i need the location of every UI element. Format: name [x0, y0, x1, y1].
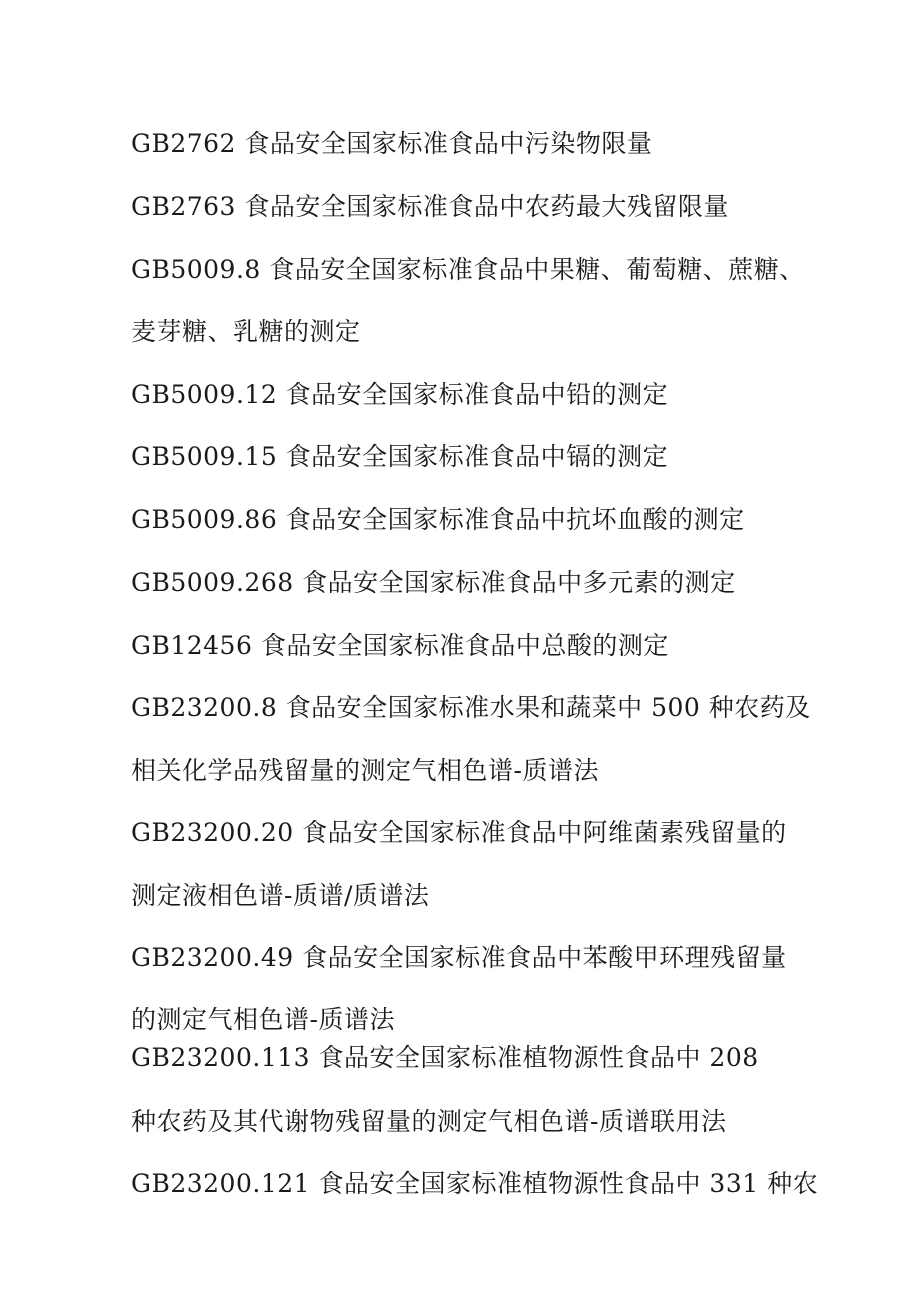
standard-line: GB5009.15 食品安全国家标准食品中镉的测定	[131, 442, 669, 471]
standard-line: GB23200.121 食品安全国家标准植物源性食品中 331 种农	[131, 1169, 819, 1198]
standard-line: GB5009.8 食品安全国家标准食品中果糖、葡萄糖、蔗糖、	[131, 255, 805, 284]
standard-line: GB5009.12 食品安全国家标准食品中铅的测定	[131, 380, 669, 409]
standard-line-continuation: 相关化学品残留量的测定气相色谱-质谱法	[131, 756, 599, 785]
standard-line: GB5009.86 食品安全国家标准食品中抗坏血酸的测定	[131, 505, 745, 534]
standard-line: GB23200.20 食品安全国家标准食品中阿维菌素残留量的	[131, 818, 787, 847]
standard-line: GB2763 食品安全国家标准食品中农药最大残留限量	[131, 192, 729, 221]
standard-line: GB12456 食品安全国家标准食品中总酸的测定	[131, 631, 669, 660]
standard-line-continuation: 的测定气相色谱-质谱法	[131, 1005, 395, 1034]
standard-line: GB23200.8 食品安全国家标准水果和蔬菜中 500 种农药及	[131, 693, 811, 722]
standard-line-continuation: 种农药及其代谢物残留量的测定气相色谱-质谱联用法	[131, 1107, 727, 1136]
standard-line: GB23200.49 食品安全国家标准食品中苯酸甲环理残留量	[131, 943, 787, 972]
standard-line: GB2762 食品安全国家标准食品中污染物限量	[131, 129, 653, 158]
standard-line-continuation: 测定液相色谱-质谱/质谱法	[131, 881, 430, 910]
standard-line-continuation: 麦芽糖、乳糖的测定	[131, 317, 361, 346]
standard-line: GB5009.268 食品安全国家标准食品中多元素的测定	[131, 568, 736, 597]
standard-line: GB23200.113 食品安全国家标准植物源性食品中 208	[131, 1043, 759, 1072]
